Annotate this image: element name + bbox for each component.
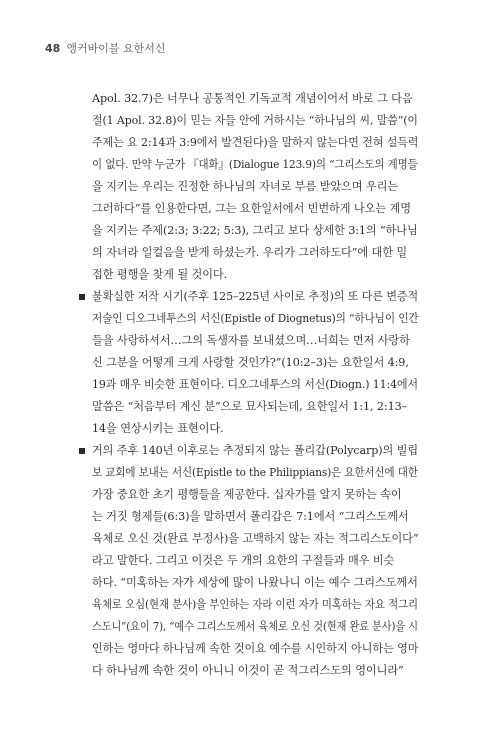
text-line: 스도니”(요이 7), “예수 그리스도께서 육체로 오신 것(현재 완료 분사)을 시: [92, 620, 418, 633]
running-title: 앵커바이블 요한서신: [66, 42, 166, 55]
bullet-square-icon: [79, 448, 85, 454]
text-line: 육체로 오심(현재 분사)을 부인하는 자라 이런 자가 미혹하는 자요 적그리: [92, 598, 418, 611]
text-line: 저술인 디오그네투스의 서신(Epistle of Diognetus)의 “하나님이 인간: [92, 312, 419, 325]
text-line: 거의 주후 140년 이후로는 추정되지 않는 폴리갑(Polycarp)의 빌립: [92, 444, 419, 457]
text-line: 하다. “미혹하는 자가 세상에 많이 나왔나니 이는 예수 그리스도께서: [92, 576, 418, 589]
text-line: 절(1 Apol. 32.8)이 믿는 자들 안에 거하시는 “하나님의 씨, 말씀”(이: [92, 114, 418, 127]
text-line: 주제는 요 2:14과 3:9에서 발견된다)을 말하지 않는다면 전혀 설득력: [92, 136, 419, 149]
text-line: 의 자녀라 일컬음을 받게 하셨는가. 우리가 그러하도다”에 대한 밀: [92, 246, 408, 259]
text-line: Apol. 32.7)은 너무나 공통적인 기독교적 개념이어서 바로 그 다음: [92, 92, 413, 105]
text-line: 19과 매우 비슷한 표현이다. 디오그네투스의 서신(Diogn.) 11:4에서: [92, 378, 418, 391]
text-line: 가장 중요한 초기 평행들을 제공한다. 십자가를 알지 못하는 속이: [92, 488, 402, 501]
text-line: 들을 사랑하셔서…그의 독생자를 보내셨으며…너희는 먼저 사랑하: [92, 334, 410, 347]
text-line: 불확실한 저작 시기(주후 125–225년 사이로 추정)의 또 다른 변증적: [92, 290, 419, 303]
text-line: 보 교회에 보내는 서신(Epistle to the Philippians)은 요한서신에 대한: [92, 466, 418, 479]
text-line: 말씀은 “처음부터 계신 분”으로 묘사되는데, 요한일서 1:1, 2:13–: [92, 400, 408, 413]
running-header: [45, 40, 165, 56]
text-line: 라고 말한다. 그리고 이것은 두 개의 요한의 구절들과 매우 비슷: [92, 554, 395, 567]
text-line: 인하는 영마다 하나님께 속한 것이요 예수를 시인하지 아니하는 영마: [92, 642, 419, 655]
text-line: 14을 연상시키는 표현이다.: [92, 422, 224, 435]
text-line: 을 지키는 주제(2:3; 3:22; 5:3), 그리고 보다 상세한 3:1의 “하나님: [92, 224, 418, 237]
page-number: 48: [45, 42, 61, 55]
text-line: 접한 평행을 찾게 될 것이다.: [92, 268, 228, 281]
text-line: 을 지키는 우리는 진정한 하나님의 자녀로 부름 받았으며 우리는: [92, 180, 399, 193]
text-line: 그러하다”를 인용한다면, 그는 요한일서에서 빈번하게 나오는 계명: [92, 202, 411, 215]
text-line: 신 그분을 어떻게 크게 사랑할 것인가?”(10:2–3)는 요한일서 4:9,: [92, 356, 409, 369]
text-line: 육체로 오신 것(완료 부정사)을 고백하지 않는 자는 적그리스도이다”: [92, 532, 419, 545]
text-line: 는 거짓 형제들(6:3)을 말하면서 폴리갑은 7:1에서 “그리스도께서: [92, 510, 409, 523]
text-line: 다 하나님께 속한 것이 아니니 이것이 곧 적그리스도의 영이니라”: [92, 664, 404, 677]
text-line: 이 없다. 만약 누군가 『대화』(Dialogue 123.9)의 “그리스도의 계명들: [92, 158, 418, 171]
bullet-square-icon: [79, 294, 85, 300]
